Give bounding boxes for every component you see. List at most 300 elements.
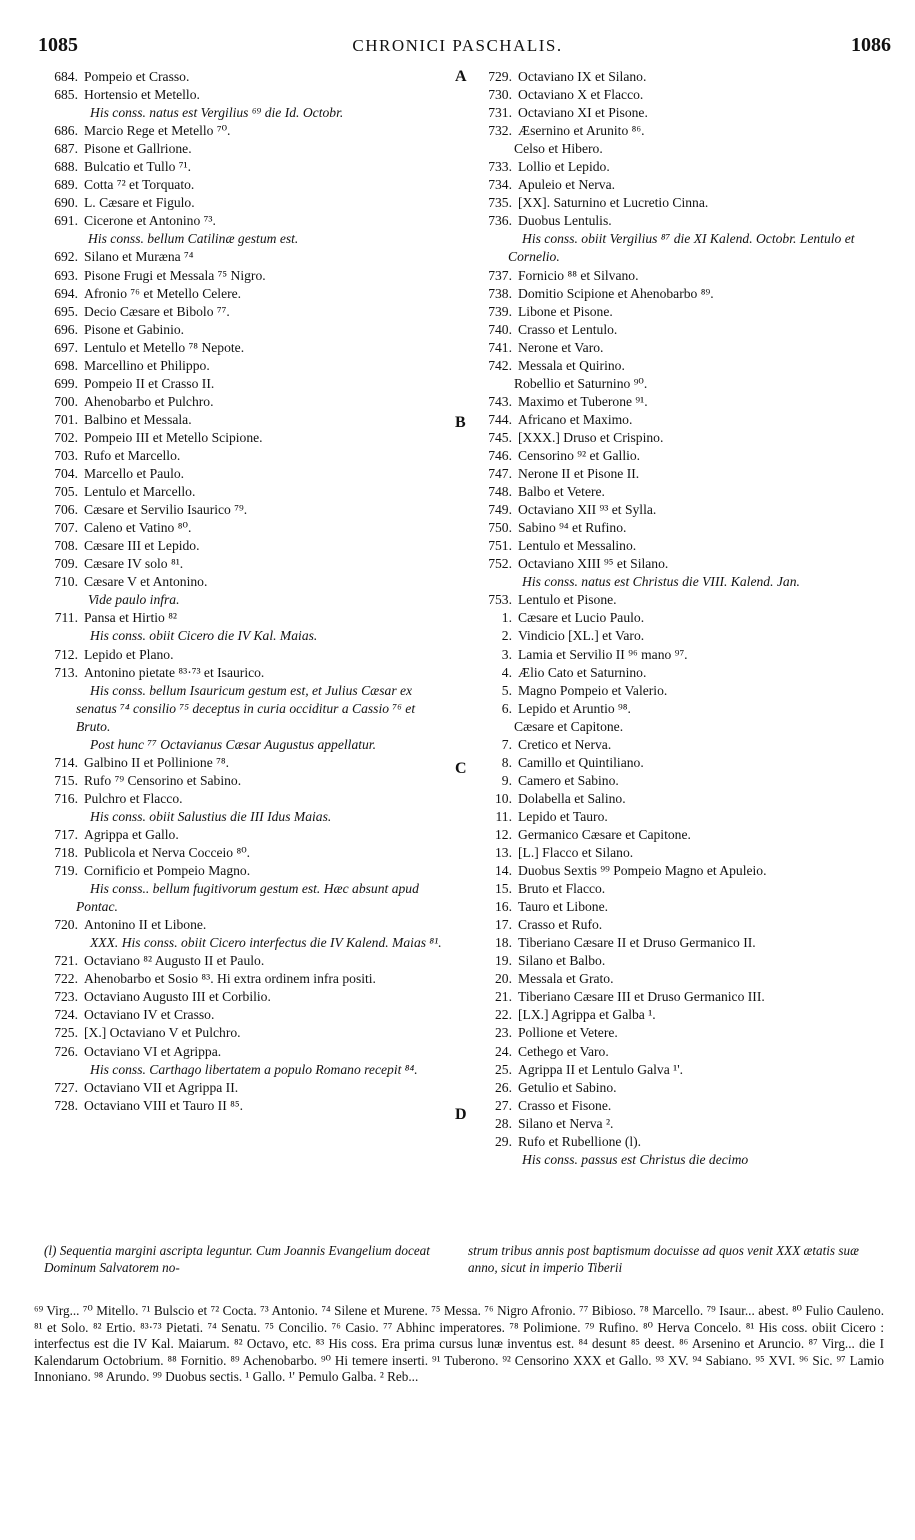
entry-consuls: Marcello et Paulo.	[84, 466, 185, 482]
consul-entry	[470, 357, 890, 375]
footnotes: ⁶⁹ Virg... ⁷⁰ Mitello. ⁷¹ Bulscio et ⁷² Cocta. ⁷³ Antonio. ⁷⁴ Silene et Murene. ⁷⁵ Messa. ⁷⁶ Nigro Afronio. ⁷⁷ Bibioso. ⁷⁸ Marcello. ⁷⁹ Isaur... abest. ⁸⁰ Fulio Cauleno. ⁸¹ et Solo. ⁸² Ertio. ⁸³·⁷³ Pietati. ⁷⁴ Senatu. ⁷⁵ Concilio. ⁷⁶ Casio. ⁷⁷ Abhinc imperatores. ⁷⁸ Polimione. ⁷⁹ Rufino. ⁸⁰ Herva Concelo. ⁸¹ His coss. obiit Cicero : interfectus est die IV Kal. Maiarum. ⁸² Octavo, etc. ⁸³ His coss. Era prima cursus lunæ inventus est. ⁸⁴ desunt ⁸⁵ deest. ⁸⁶ Arsenino et Aruncio. ⁸⁷ Virg... die I Kalendarum Octobrium. ⁸⁸ Fornitio. ⁸⁹ Achenobarbo. ⁹⁰ Hi temere inserti. ⁹¹ Tuberono. ⁹² Censorino XXX et Gallo. ⁹³ XV. ⁹⁴ Sabiano. ⁹⁵ XVI. ⁹⁶ Sic. ⁹⁷ Lamio Innoniano. ⁹⁸ Arundo. ⁹⁹ Duobus sectis. ¹ Gallo. ¹' Pemulo Galba. ² Reb...	[34, 1303, 884, 1384]
bottom-note-left: (l) Sequentia margini ascripta leguntur. Cum Joannis Evangelium doceat Dominum Salvatorem no-	[44, 1243, 430, 1275]
entry-consuls: Publicola et Nerva Cocceio ⁸⁰.	[84, 845, 251, 861]
entry-year-number: 13.	[495, 845, 512, 861]
entry-consuls: Pompeio III et Metello Scipione.	[84, 429, 263, 445]
entry-year-number: 721.	[54, 953, 78, 969]
entry-consuls: Hortensio et Metello.	[84, 87, 200, 103]
consul-entry	[38, 176, 450, 194]
margin-marker-a: A	[455, 68, 467, 85]
entry-year-number: 697.	[54, 339, 78, 355]
entry-year-number: 716.	[54, 790, 78, 806]
consul-entry	[38, 664, 450, 682]
consul-entry	[38, 68, 450, 86]
entry-consuls: Duobus Lentulis.	[518, 213, 612, 229]
entry-consuls: Tiberiano Cæsare III et Druso Germanico III.	[518, 989, 765, 1005]
entry-consuls: Crasso et Fisone.	[518, 1097, 612, 1113]
entry-consuls: Antonino pietate ⁸³·⁷³ et Isaurico.	[84, 664, 265, 680]
entry-consuls: Messala et Grato.	[518, 971, 614, 987]
entry-consuls: Octaviano IX et Silano.	[518, 69, 647, 84]
consul-entry	[38, 519, 450, 537]
margin-marker-d: D	[455, 1106, 467, 1123]
consul-entry	[470, 537, 890, 555]
entry-consuls: Apuleio et Nerva.	[518, 177, 616, 193]
consul-entry	[470, 646, 890, 664]
entry-consuls: Tiberiano Cæsare II et Druso Germanico II.	[518, 935, 756, 951]
entry-consuls: Cethego et Varo.	[518, 1043, 609, 1059]
entry-year-number: 723.	[54, 989, 78, 1005]
entry-year-number: 748.	[488, 484, 512, 500]
consul-entry	[470, 555, 890, 573]
entry-consuls: Silano et Nerva ².	[518, 1115, 614, 1131]
consul-entry	[470, 754, 890, 772]
entry-consuls: Germanico Cæsare et Capitone.	[518, 826, 691, 842]
entry-year-number: 715.	[54, 772, 78, 788]
entry-consuls: Ahenobarbo et Sosio ⁸³. Hi extra ordinem infra positi.	[84, 971, 376, 987]
entry-consuls: Octaviano Augusto III et Corbilio.	[84, 989, 271, 1005]
entry-consuls: Antonino II et Libone.	[84, 917, 207, 933]
entry-year-number: 724.	[54, 1007, 78, 1023]
entry-consuls: Duobus Sextis ⁹⁹ Pompeio Magno et Apuleio.	[518, 863, 767, 879]
entry-consuls: Messala et Quirino.	[518, 357, 625, 373]
entry-consuls: Ahenobarbo et Pulchro.	[84, 393, 214, 409]
entry-year-number: 3.	[501, 646, 512, 662]
entry-consuls: Lamia et Servilio II ⁹⁶ mano ⁹⁷.	[518, 646, 688, 662]
consul-entry	[38, 537, 450, 555]
consul-entry	[470, 447, 890, 465]
entry-year-number: 14.	[495, 863, 512, 879]
consul-entry	[470, 970, 890, 988]
consul-entry	[38, 790, 450, 808]
entry-year-number: 21.	[495, 989, 512, 1005]
entry-year-number: 751.	[488, 538, 512, 554]
entry-consuls: Lepido et Tauro.	[518, 808, 608, 824]
entry-year-number: 29.	[495, 1133, 512, 1149]
entry-consuls: [XX]. Saturnino et Lucretio Cinna.	[518, 195, 709, 211]
consul-entry	[38, 122, 450, 140]
entry-consuls: Nerone et Varo.	[518, 339, 604, 355]
entry-year-number: 722.	[54, 971, 78, 987]
consul-entry	[470, 411, 890, 429]
consul-entry	[38, 754, 450, 772]
entry-year-number: 718.	[54, 845, 78, 861]
consul-entry	[470, 952, 890, 970]
consul-entry	[470, 1006, 890, 1024]
entry-consuls: Camillo et Quintiliano.	[518, 754, 644, 770]
entry-year-number: 24.	[495, 1043, 512, 1059]
entry-year-number: 739.	[488, 303, 512, 319]
entry-consuls: Vindicio [XL.] et Varo.	[518, 628, 645, 644]
entry-consuls: Decio Cæsare et Bibolo ⁷⁷.	[84, 303, 230, 319]
entry-year-number: 15.	[495, 881, 512, 897]
entry-consuls: Balbino et Messala.	[84, 411, 192, 427]
entry-year-number: 735.	[488, 195, 512, 211]
entry-year-number: 719.	[54, 863, 78, 879]
entry-year-number: 711.	[54, 610, 78, 626]
entry-year-number: 4.	[501, 664, 512, 680]
entry-year-number: 747.	[488, 466, 512, 482]
entry-year-number: 10.	[495, 790, 512, 806]
consul-entry	[470, 934, 890, 952]
entry-consuls: Caleno et Vatino ⁸⁰.	[84, 520, 192, 536]
consul-entry	[470, 609, 890, 627]
entry-year-number: 740.	[488, 321, 512, 337]
entry-year-number: 699.	[54, 375, 78, 391]
entry-consuls: Octaviano XI et Pisone.	[518, 105, 648, 121]
entry-consuls: Cæsare V et Antonino.	[84, 574, 208, 590]
entry-consuls: Africano et Maximo.	[518, 411, 633, 427]
consul-entry	[38, 1097, 450, 1115]
entry-consuls: Tauro et Libone.	[518, 899, 609, 915]
consul-entry	[470, 898, 890, 916]
entry-year-number: 727.	[54, 1079, 78, 1095]
entry-year-number: 692.	[54, 249, 78, 265]
entry-year-number: 731.	[488, 105, 512, 121]
consul-entry	[470, 1061, 890, 1079]
page-number-left: 1085	[38, 34, 78, 56]
consul-entry	[38, 1079, 450, 1097]
entry-consuls: Censorino ⁹² et Gallio.	[518, 447, 641, 463]
consul-entry	[38, 140, 450, 158]
entry-year-number: 729.	[488, 69, 512, 84]
consul-entry	[38, 357, 450, 375]
consul-entry	[470, 1024, 890, 1042]
entry-year-number: 703.	[54, 447, 78, 463]
margin-marker-c: C	[455, 760, 467, 777]
entry-consuls: Cotta ⁷² et Torquato.	[84, 177, 195, 193]
entry-consuls: Magno Pompeio et Valerio.	[518, 682, 668, 698]
entry-consuls: Pulchro et Flacco.	[84, 790, 183, 806]
consul-entry	[470, 916, 890, 934]
consul-entry	[38, 952, 450, 970]
entry-year-number: 696.	[54, 321, 78, 337]
entry-year-number: 698.	[54, 357, 78, 373]
consul-entry	[470, 1133, 890, 1151]
entry-consuls: [X.] Octaviano V et Pulchro.	[84, 1025, 241, 1041]
consul-entry	[470, 627, 890, 645]
entry-year-number: 743.	[488, 393, 512, 409]
consul-entry	[38, 555, 450, 573]
consul-entry	[470, 68, 890, 86]
entry-consuls: Lentulo et Messalino.	[518, 538, 637, 554]
entry-consuls: Cretico et Nerva.	[518, 736, 612, 752]
entry-consuls: Octaviano ⁸² Augusto II et Paulo.	[84, 953, 265, 969]
entry-year-number: 690.	[54, 195, 78, 211]
entry-consuls: Balbo et Vetere.	[518, 484, 605, 500]
consul-entry	[470, 988, 890, 1006]
consul-entry	[470, 880, 890, 898]
entry-year-number: 688.	[54, 159, 78, 175]
consul-entry	[470, 212, 890, 230]
chronicle-note: His conss. obiit Vergilius ⁸⁷ die XI Kalend. Octobr. Lentulo et Cornelio.	[508, 231, 855, 265]
consul-entry	[470, 1043, 890, 1061]
entry-year-number: 725.	[54, 1025, 78, 1041]
entry-year-number: 742.	[488, 357, 512, 373]
entry-consuls: Galbino II et Pollinione ⁷⁸.	[84, 754, 230, 770]
consul-entry	[38, 862, 450, 880]
entry-consuls: Cæsare et Lucio Paulo.	[518, 610, 645, 626]
entry-year-number: 686.	[54, 123, 78, 139]
consul-entry	[470, 86, 890, 104]
entry-consuls: Lentulo et Metello ⁷⁸ Nepote.	[84, 339, 245, 355]
chronicle-note: His conss. passus est Christus die decimo	[522, 1151, 749, 1167]
entry-year-number: 705.	[54, 484, 78, 500]
consul-entry	[470, 591, 890, 609]
entry-consuls: Octaviano XII ⁹³ et Sylla.	[518, 502, 657, 518]
entry-year-number: 746.	[488, 447, 512, 463]
consul-entry	[38, 194, 450, 212]
entry-consuls: Bruto et Flacco.	[518, 881, 606, 897]
entry-consuls: Octaviano IV et Crasso.	[84, 1007, 215, 1023]
entry-year-number: 707.	[54, 520, 78, 536]
entry-year-number: 712.	[54, 646, 78, 662]
consul-entry	[470, 808, 890, 826]
consul-entry	[470, 1079, 890, 1097]
consul-entry	[38, 646, 450, 664]
entry-consuls: Agrippa II et Lentulo Galva ¹'.	[518, 1061, 684, 1077]
chronicle-note: Celso et Hibero.	[514, 141, 603, 157]
consul-entry	[38, 447, 450, 465]
chronicle-note: Post hunc ⁷⁷ Octavianus Cæsar Augustus appellatur.	[90, 736, 376, 752]
entry-year-number: 702.	[54, 429, 78, 445]
consul-entry	[38, 483, 450, 501]
entry-consuls: Bulcatio et Tullo ⁷¹.	[84, 159, 192, 175]
consul-entry	[470, 321, 890, 339]
entry-year-number: 22.	[495, 1007, 512, 1023]
entry-year-number: 714.	[54, 754, 78, 770]
entry-consuls: Octaviano XIII ⁹⁵ et Silano.	[518, 556, 669, 572]
consul-entry	[470, 826, 890, 844]
chronicle-note: His conss. obiit Salustius die III Idus Maias.	[90, 808, 332, 824]
entry-year-number: 710.	[54, 574, 78, 590]
entry-consuls: Libone et Pisone.	[518, 303, 613, 319]
entry-year-number: 726.	[54, 1043, 78, 1059]
entry-year-number: 16.	[495, 899, 512, 915]
consul-entry	[38, 465, 450, 483]
consul-entry	[38, 609, 450, 627]
entry-consuls: Pisone et Gallrione.	[84, 141, 192, 157]
page-number-right: 1086	[851, 34, 891, 56]
entry-year-number: 8.	[501, 754, 512, 770]
page-header	[0, 34, 915, 58]
entry-year-number: 25.	[495, 1061, 512, 1077]
entry-consuls: Rufo et Marcello.	[84, 447, 181, 463]
entry-consuls: Octaviano X et Flacco.	[518, 87, 644, 103]
bottom-note-right: strum tribus annis post baptismum docuisse ad quos venit XXX ætatis suæ anno, sicut in imperio Tiberii	[468, 1243, 859, 1275]
entry-consuls: Cicerone et Antonino ⁷³.	[84, 213, 216, 229]
consul-entry	[470, 1097, 890, 1115]
entry-consuls: Rufo et Rubellione (l).	[518, 1133, 642, 1149]
entry-year-number: 752.	[488, 556, 512, 572]
entry-year-number: 9.	[501, 772, 512, 788]
chronicle-note: His conss. natus est Christus die VIII. Kalend. Jan.	[522, 574, 800, 590]
entry-consuls: Lollio et Lepido.	[518, 159, 610, 175]
entry-year-number: 734.	[488, 177, 512, 193]
consul-entry	[470, 194, 890, 212]
entry-year-number: 20.	[495, 971, 512, 987]
entry-consuls: Lentulo et Pisone.	[518, 592, 617, 608]
chronicle-note: His conss. natus est Vergilius ⁶⁹ die Id. Octobr.	[90, 105, 344, 121]
entry-year-number: 11.	[495, 808, 512, 824]
entry-consuls: Lepido et Plano.	[84, 646, 174, 662]
consul-entry	[470, 736, 890, 754]
entry-year-number: 733.	[488, 159, 512, 175]
entry-consuls: Lentulo et Marcello.	[84, 484, 196, 500]
entry-consuls: Silano et Muræna ⁷⁴	[84, 249, 194, 265]
entry-year-number: 737.	[488, 267, 512, 283]
chronicle-note: Cæsare et Capitone.	[514, 718, 624, 734]
consul-entry	[470, 700, 890, 718]
entry-consuls: Marcio Rege et Metello ⁷⁰.	[84, 123, 231, 139]
entry-year-number: 2.	[501, 628, 512, 644]
consul-entry	[470, 122, 890, 140]
consul-entry	[38, 158, 450, 176]
entry-year-number: 709.	[54, 556, 78, 572]
entry-year-number: 741.	[488, 339, 512, 355]
consul-entry	[38, 429, 450, 447]
entry-consuls: Octaviano VIII et Tauro II ⁸⁵.	[84, 1097, 244, 1113]
left-column	[38, 68, 450, 1115]
consul-entry	[470, 1115, 890, 1133]
consul-entry	[470, 772, 890, 790]
running-title: CHRONICI PASCHALIS.	[352, 36, 563, 55]
consul-entry	[38, 1043, 450, 1061]
consul-entry	[470, 104, 890, 122]
consul-entry	[470, 267, 890, 285]
entry-year-number: 695.	[54, 303, 78, 319]
entry-year-number: 693.	[54, 267, 78, 283]
entry-consuls: Afronio ⁷⁶ et Metello Celere.	[84, 285, 242, 301]
entry-year-number: 691.	[54, 213, 78, 229]
consul-entry	[38, 988, 450, 1006]
entry-consuls: Cæsare IV solo ⁸¹.	[84, 556, 184, 572]
entry-year-number: 5.	[501, 682, 512, 698]
chronicle-note: His conss. bellum Isauricum gestum est, et Julius Cæsar ex senatus ⁷⁴ consilio ⁷⁵ deceptus in curia occiditur a Cassio ⁷⁶ et Bruto.	[76, 682, 416, 734]
entry-consuls: Getulio et Sabino.	[518, 1079, 617, 1095]
entry-year-number: 27.	[495, 1097, 512, 1113]
consul-entry	[38, 1006, 450, 1024]
entry-consuls: Æsernino et Arunito ⁸⁶.	[518, 123, 645, 139]
entry-year-number: 749.	[488, 502, 512, 518]
entry-year-number: 713.	[54, 664, 78, 680]
consul-entry	[38, 393, 450, 411]
chronicle-note: Robellio et Saturnino ⁹⁰.	[514, 375, 648, 391]
entry-year-number: 694.	[54, 285, 78, 301]
consul-entry	[470, 158, 890, 176]
consul-entry	[38, 321, 450, 339]
consul-entry	[38, 970, 450, 988]
entry-year-number: 6.	[501, 700, 512, 716]
consul-entry	[470, 285, 890, 303]
chronicle-note: His conss. obiit Cicero die IV Kal. Maias.	[90, 628, 318, 644]
consul-entry	[38, 267, 450, 285]
entry-year-number: 730.	[488, 87, 512, 103]
consul-entry	[38, 772, 450, 790]
consul-entry	[38, 916, 450, 934]
consul-entry	[470, 176, 890, 194]
margin-marker-b: B	[455, 414, 466, 431]
entry-year-number: 18.	[495, 935, 512, 951]
chronicle-note: His conss. Carthago libertatem a populo Romano recepit ⁸⁴.	[90, 1061, 418, 1077]
entry-consuls: Pompeio et Crasso.	[84, 69, 190, 84]
entry-consuls: Camero et Sabino.	[518, 772, 619, 788]
entry-year-number: 732.	[488, 123, 512, 139]
entry-year-number: 736.	[488, 213, 512, 229]
entry-year-number: 745.	[488, 429, 512, 445]
consul-entry	[38, 339, 450, 357]
entry-consuls: Octaviano VII et Agrippa II.	[84, 1079, 239, 1095]
entry-year-number: 753.	[488, 592, 512, 608]
consul-entry	[470, 303, 890, 321]
entry-consuls: Rufo ⁷⁹ Censorino et Sabino.	[84, 772, 242, 788]
entry-consuls: Crasso et Lentulo.	[518, 321, 618, 337]
entry-consuls: Silano et Balbo.	[518, 953, 606, 969]
entry-consuls: Pollione et Vetere.	[518, 1025, 618, 1041]
consul-entry	[470, 339, 890, 357]
entry-year-number: 708.	[54, 538, 78, 554]
consul-entry	[38, 826, 450, 844]
entry-year-number: 728.	[54, 1097, 78, 1113]
entry-year-number: 28.	[495, 1115, 512, 1131]
entry-consuls: Pansa et Hirtio ⁸²	[84, 610, 178, 626]
entry-consuls: Marcellino et Philippo.	[84, 357, 210, 373]
consul-entry	[38, 844, 450, 862]
entry-consuls: Pompeio II et Crasso II.	[84, 375, 215, 391]
entry-year-number: 689.	[54, 177, 78, 193]
consul-entry	[38, 212, 450, 230]
entry-consuls: Sabino ⁹⁴ et Rufino.	[518, 520, 627, 536]
entry-year-number: 7.	[501, 736, 512, 752]
entry-year-number: 26.	[495, 1079, 512, 1095]
entry-consuls: Cornificio et Pompeio Magno.	[84, 863, 251, 879]
chronicle-note: XXX. His conss. obiit Cicero interfectus die IV Kalend. Maias ⁸¹.	[90, 935, 442, 951]
consul-entry	[470, 664, 890, 682]
consul-entry	[38, 303, 450, 321]
consul-entry	[470, 483, 890, 501]
entry-consuls: Octaviano VI et Agrippa.	[84, 1043, 222, 1059]
entry-consuls: Domitio Scipione et Ahenobarbo ⁸⁹.	[518, 285, 714, 301]
entry-year-number: 750.	[488, 520, 512, 536]
entry-consuls: Dolabella et Salino.	[518, 790, 626, 806]
consul-entry	[38, 501, 450, 519]
right-column	[470, 68, 890, 1169]
chronicle-note: His conss. bellum Catilinæ gestum est.	[88, 231, 299, 247]
entry-consuls: Agrippa et Gallo.	[84, 826, 179, 842]
entry-year-number: 23.	[495, 1025, 512, 1041]
entry-consuls: [L.] Flacco et Silano.	[518, 845, 634, 861]
consul-entry	[38, 1024, 450, 1042]
entry-consuls: [LX.] Agrippa et Galba ¹.	[518, 1007, 656, 1023]
entry-year-number: 704.	[54, 466, 78, 482]
consul-entry	[38, 375, 450, 393]
consul-entry	[38, 285, 450, 303]
entry-year-number: 1.	[501, 610, 512, 626]
entry-year-number: 701.	[54, 411, 78, 427]
consul-entry	[38, 248, 450, 266]
entry-year-number: 717.	[54, 826, 78, 842]
entry-consuls: Lepido et Aruntio ⁹⁸.	[518, 700, 631, 716]
entry-year-number: 700.	[54, 393, 78, 409]
entry-consuls: Cæsare et Servilio Isaurico ⁷⁹.	[84, 502, 248, 518]
consul-entry	[470, 501, 890, 519]
chronicle-note: His conss.. bellum fugitivorum gestum est. Hæc absunt apud Pontac.	[76, 881, 419, 915]
entry-consuls: Crasso et Rufo.	[518, 917, 603, 933]
entry-consuls: [XXX.] Druso et Crispino.	[518, 429, 664, 445]
entry-consuls: L. Cæsare et Figulo.	[84, 195, 195, 211]
entry-year-number: 685.	[54, 87, 78, 103]
entry-year-number: 684.	[54, 69, 78, 84]
entry-year-number: 17.	[495, 917, 512, 933]
